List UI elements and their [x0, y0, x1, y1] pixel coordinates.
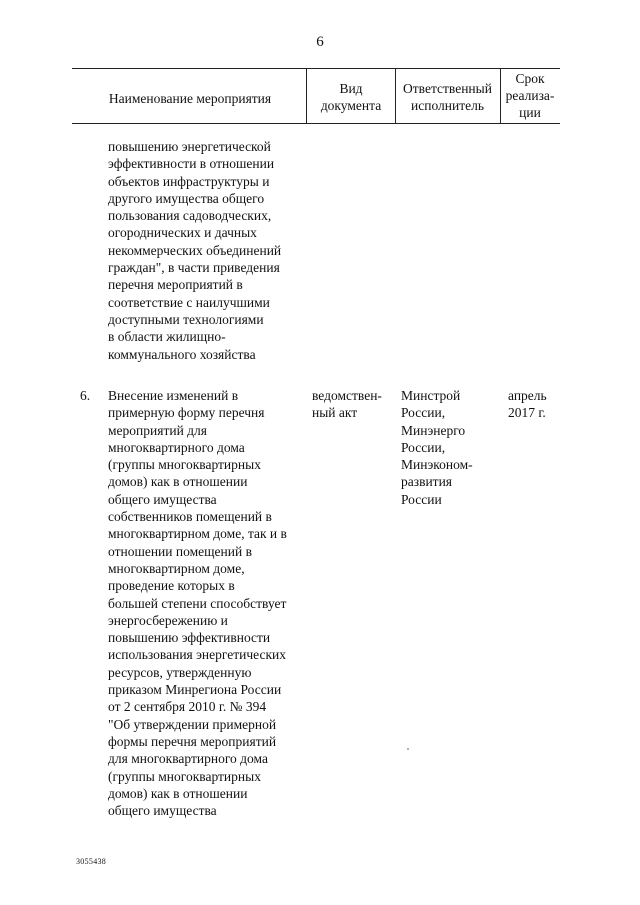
row-1-name: повышению энергетической эффективности в отношении объектов инфраструктуры и другого имущества общего пользования садоводческих, огороднических и дачных некоммерческих объединений граждан", в части приведения перечня мероприятий в соответствие с наилучшими доступными технологиями в области жилищно- коммунального хозяйства [108, 139, 282, 362]
header-col-name: Наименование мероприятия [108, 91, 272, 106]
row-2-name: Внесение изменений в примерную форму перечня мероприятий для многоквартирного дома (группы многоквартирных домов) как в отношении общего имущества собственников помещений в многоквартирном доме, так и в отношении помещений в многоквартирном доме, проведение которых в большей степени способствует энергосбережению и повышению эффективности использования энергетических ресурсов, утвержденную приказом Минрегиона России от 2 сентября 2010 г. № 394 "Об утверждении примерной формы перечня мероприятий для многоквартирного дома (группы многоквартирных домов) как в отношении общего имущества [108, 388, 287, 819]
header-col-responsible: Ответственный исполнитель [403, 81, 492, 113]
header-bottom-rule [72, 123, 560, 124]
row-2-doc-type: ведомствен- ный акт [312, 388, 382, 421]
page-number: 6 [316, 34, 324, 50]
row-2-number: 6. [80, 388, 91, 403]
row-2-responsible: Минстрой России, Минэнерго России, Минэконом- развития России [401, 388, 473, 507]
row-2-deadline: апрель 2017 г. [508, 388, 547, 421]
header-top-rule [72, 68, 560, 69]
footer-code: 3055438 [76, 857, 107, 866]
header-col-deadline: Срок реализа- ции [505, 71, 555, 120]
header-col-doc-type: Вид документа [320, 81, 382, 113]
scan-speck [407, 748, 409, 750]
